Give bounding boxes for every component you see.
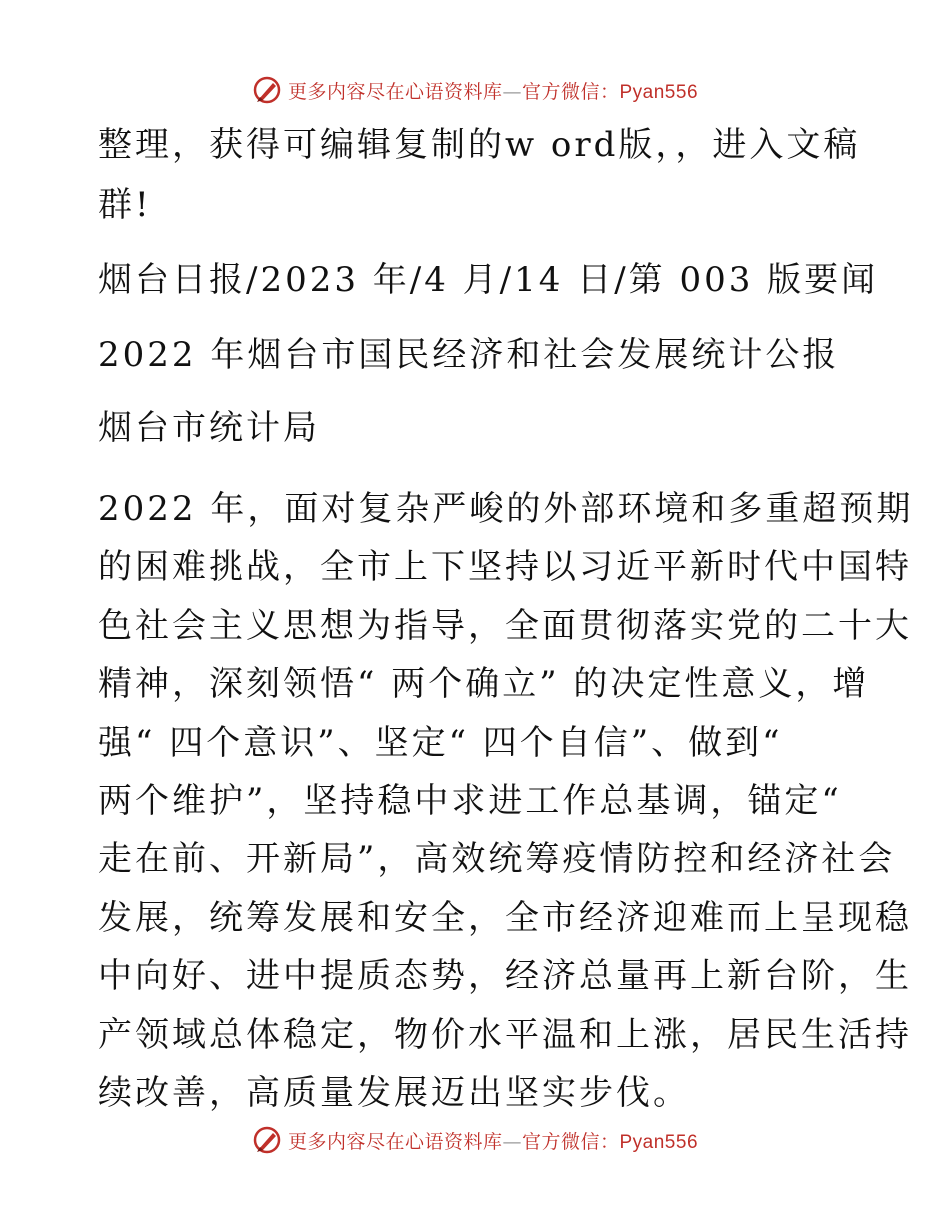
author-line: 烟台市统计局 <box>98 408 320 448</box>
body-line: 走在前、开新局”，高效统筹疫情防控和经济社会 <box>98 839 896 880</box>
watermark-text: 更多内容尽在心语资料库—官方微信：Pyan556 <box>287 1130 699 1153</box>
body-paragraph <box>98 480 914 1122</box>
body-line: 色社会主义思想为指导，全面贯彻落实党的二十大 <box>98 605 912 646</box>
header-watermark-banner <box>0 70 950 110</box>
body-line: 中向好、进中提质态势，经济总量再上新台阶，生 <box>98 956 912 997</box>
footer-watermark-banner <box>0 1120 950 1160</box>
pen-logo-icon <box>252 75 282 105</box>
body-line: 精神，深刻领悟“ 两个确立” 的决定性意义，增 <box>98 664 870 705</box>
body-line: 发展，统筹发展和安全，全市经济迎难而上呈现稳 <box>98 897 912 938</box>
document-title: 2022 年烟台市国民经济和社会发展统计公报 <box>98 335 840 375</box>
body-line: 2022 年，面对复杂严峻的外部环境和多重超预期 <box>98 489 914 529</box>
body-line: 强“ 四个意识”、坚定“ 四个自信”、做到“ <box>98 722 783 763</box>
body-line: 续改善，高质量发展迈出坚实步伐。 <box>98 1073 690 1114</box>
pen-logo-icon <box>252 1125 282 1155</box>
watermark-text: 更多内容尽在心语资料库—官方微信：Pyan556 <box>287 80 699 103</box>
source-line: 烟台日报/2023 年/4 月/14 日/第 003 版要闻 <box>98 260 879 300</box>
intro-line-2: 群! <box>98 185 152 225</box>
body-line: 产领域总体稳定，物价水平温和上涨，居民生活持 <box>98 1014 912 1055</box>
intro-line-1: 整理，获得可编辑复制的w ord版，，进入文稿 <box>98 125 861 165</box>
body-line: 的困难挑战，全市上下坚持以习近平新时代中国特 <box>98 547 912 588</box>
body-line: 两个维护”，坚持稳中求进工作总基调，锚定“ <box>98 781 842 822</box>
